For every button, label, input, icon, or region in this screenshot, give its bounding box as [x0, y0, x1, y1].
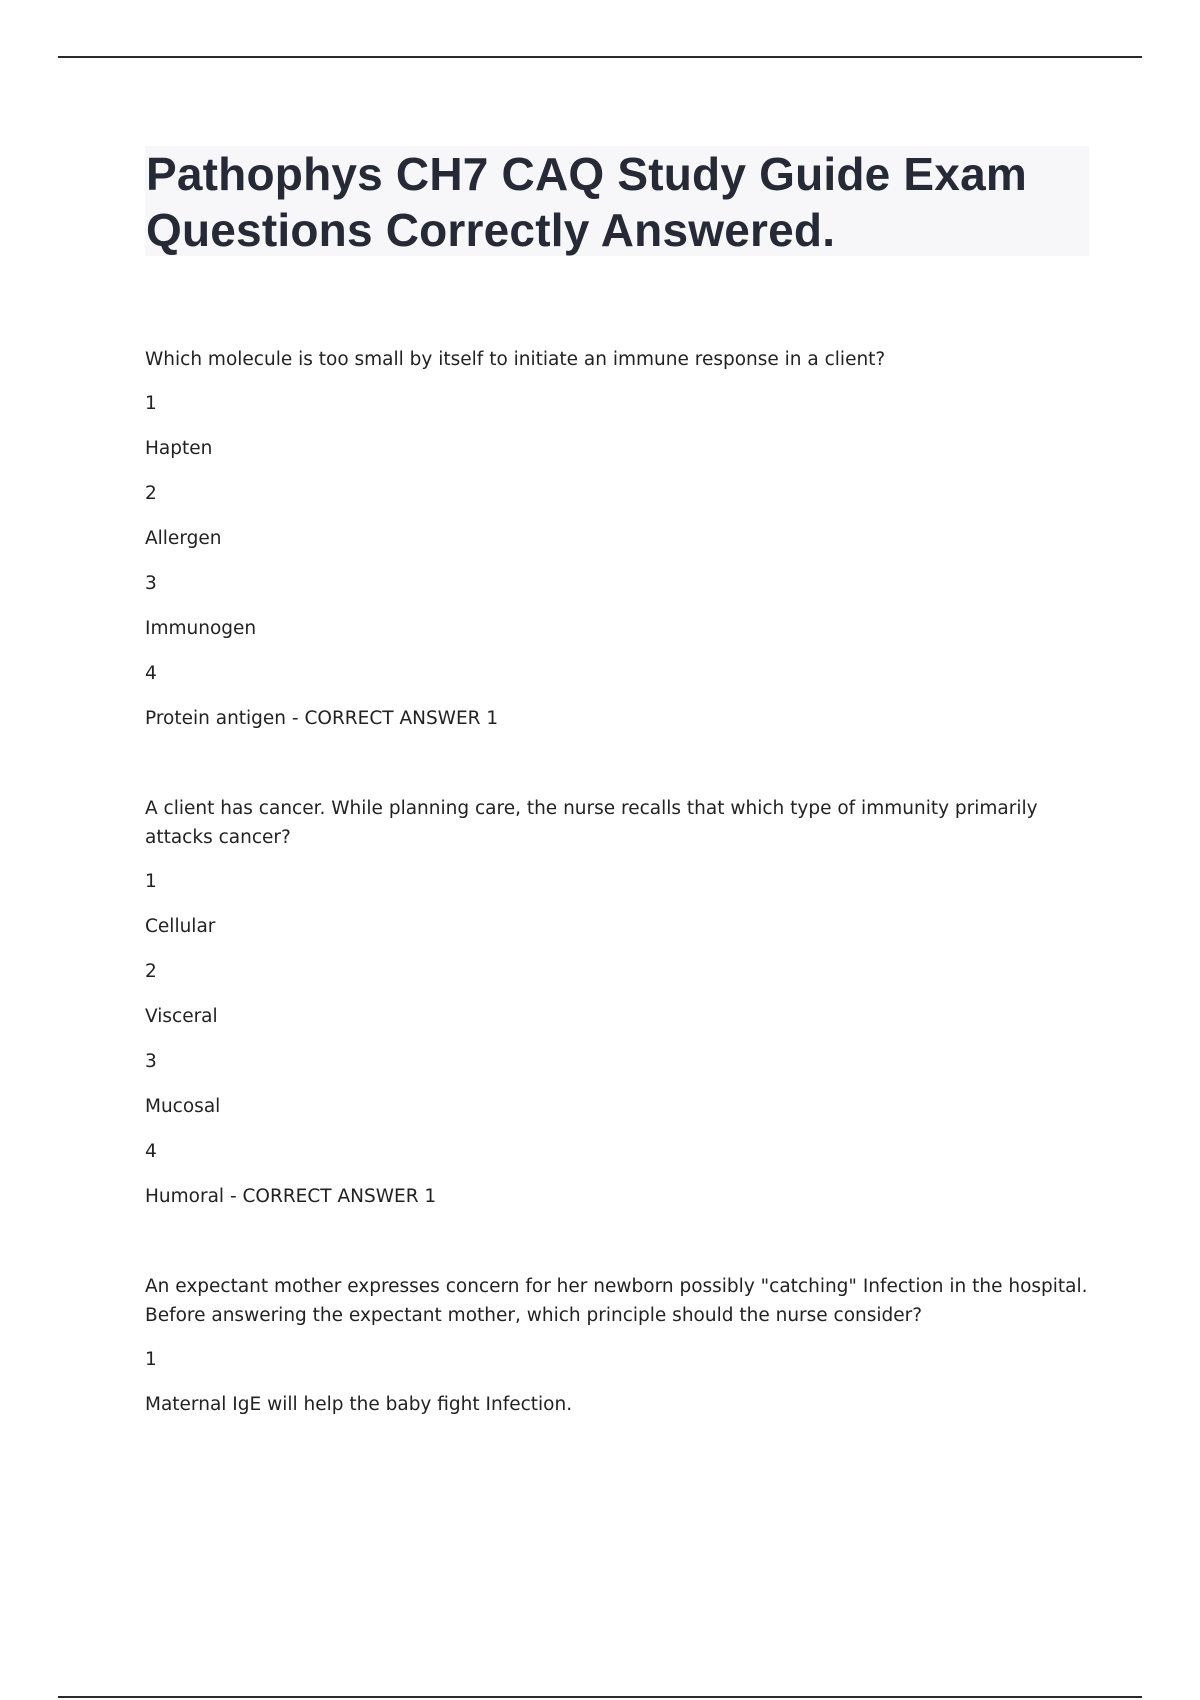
option-text: Visceral [145, 1006, 218, 1027]
option-text: Hapten [145, 438, 213, 459]
footer-rule [58, 1696, 1142, 1698]
option-number: 3 [145, 1051, 157, 1072]
question-block-3 [145, 1272, 1090, 1420]
header-rule [58, 56, 1142, 58]
option-text: Mucosal [145, 1096, 221, 1117]
option-number: 3 [145, 573, 157, 594]
question-text: An expectant mother expresses concern for her newborn possibly "catching" Infection in the hospital. Before answering the expectant mother, which principle should the nurse consider? [145, 1276, 1088, 1326]
option-text: Maternal IgE will help the baby fight Infection. [145, 1394, 573, 1415]
question-text: A client has cancer. While planning care, the nurse recalls that which type of immunity primarily attacks cancer? [145, 798, 1038, 848]
title-block [145, 146, 1089, 256]
question-block-1 [145, 345, 1090, 734]
option-text: Allergen [145, 528, 222, 549]
question-block-2 [145, 794, 1090, 1212]
option-number: 4 [145, 1141, 157, 1162]
option-number: 2 [145, 961, 157, 982]
question-text: Which molecule is too small by itself to initiate an immune response in a client? [145, 349, 886, 370]
option-text-with-answer: Humoral - CORRECT ANSWER 1 [145, 1186, 437, 1207]
option-number: 2 [145, 483, 157, 504]
option-text-with-answer: Protein antigen - CORRECT ANSWER 1 [145, 708, 499, 729]
option-number: 1 [145, 393, 157, 414]
option-number: 4 [145, 663, 157, 684]
option-text: Cellular [145, 916, 216, 937]
document-title: Pathophys CH7 CAQ Study Guide Exam Questions Correctly Answered. [146, 148, 1027, 256]
option-number: 1 [145, 871, 157, 892]
option-number: 1 [145, 1349, 157, 1370]
option-text: Immunogen [145, 618, 257, 639]
document-body [145, 345, 1090, 1480]
